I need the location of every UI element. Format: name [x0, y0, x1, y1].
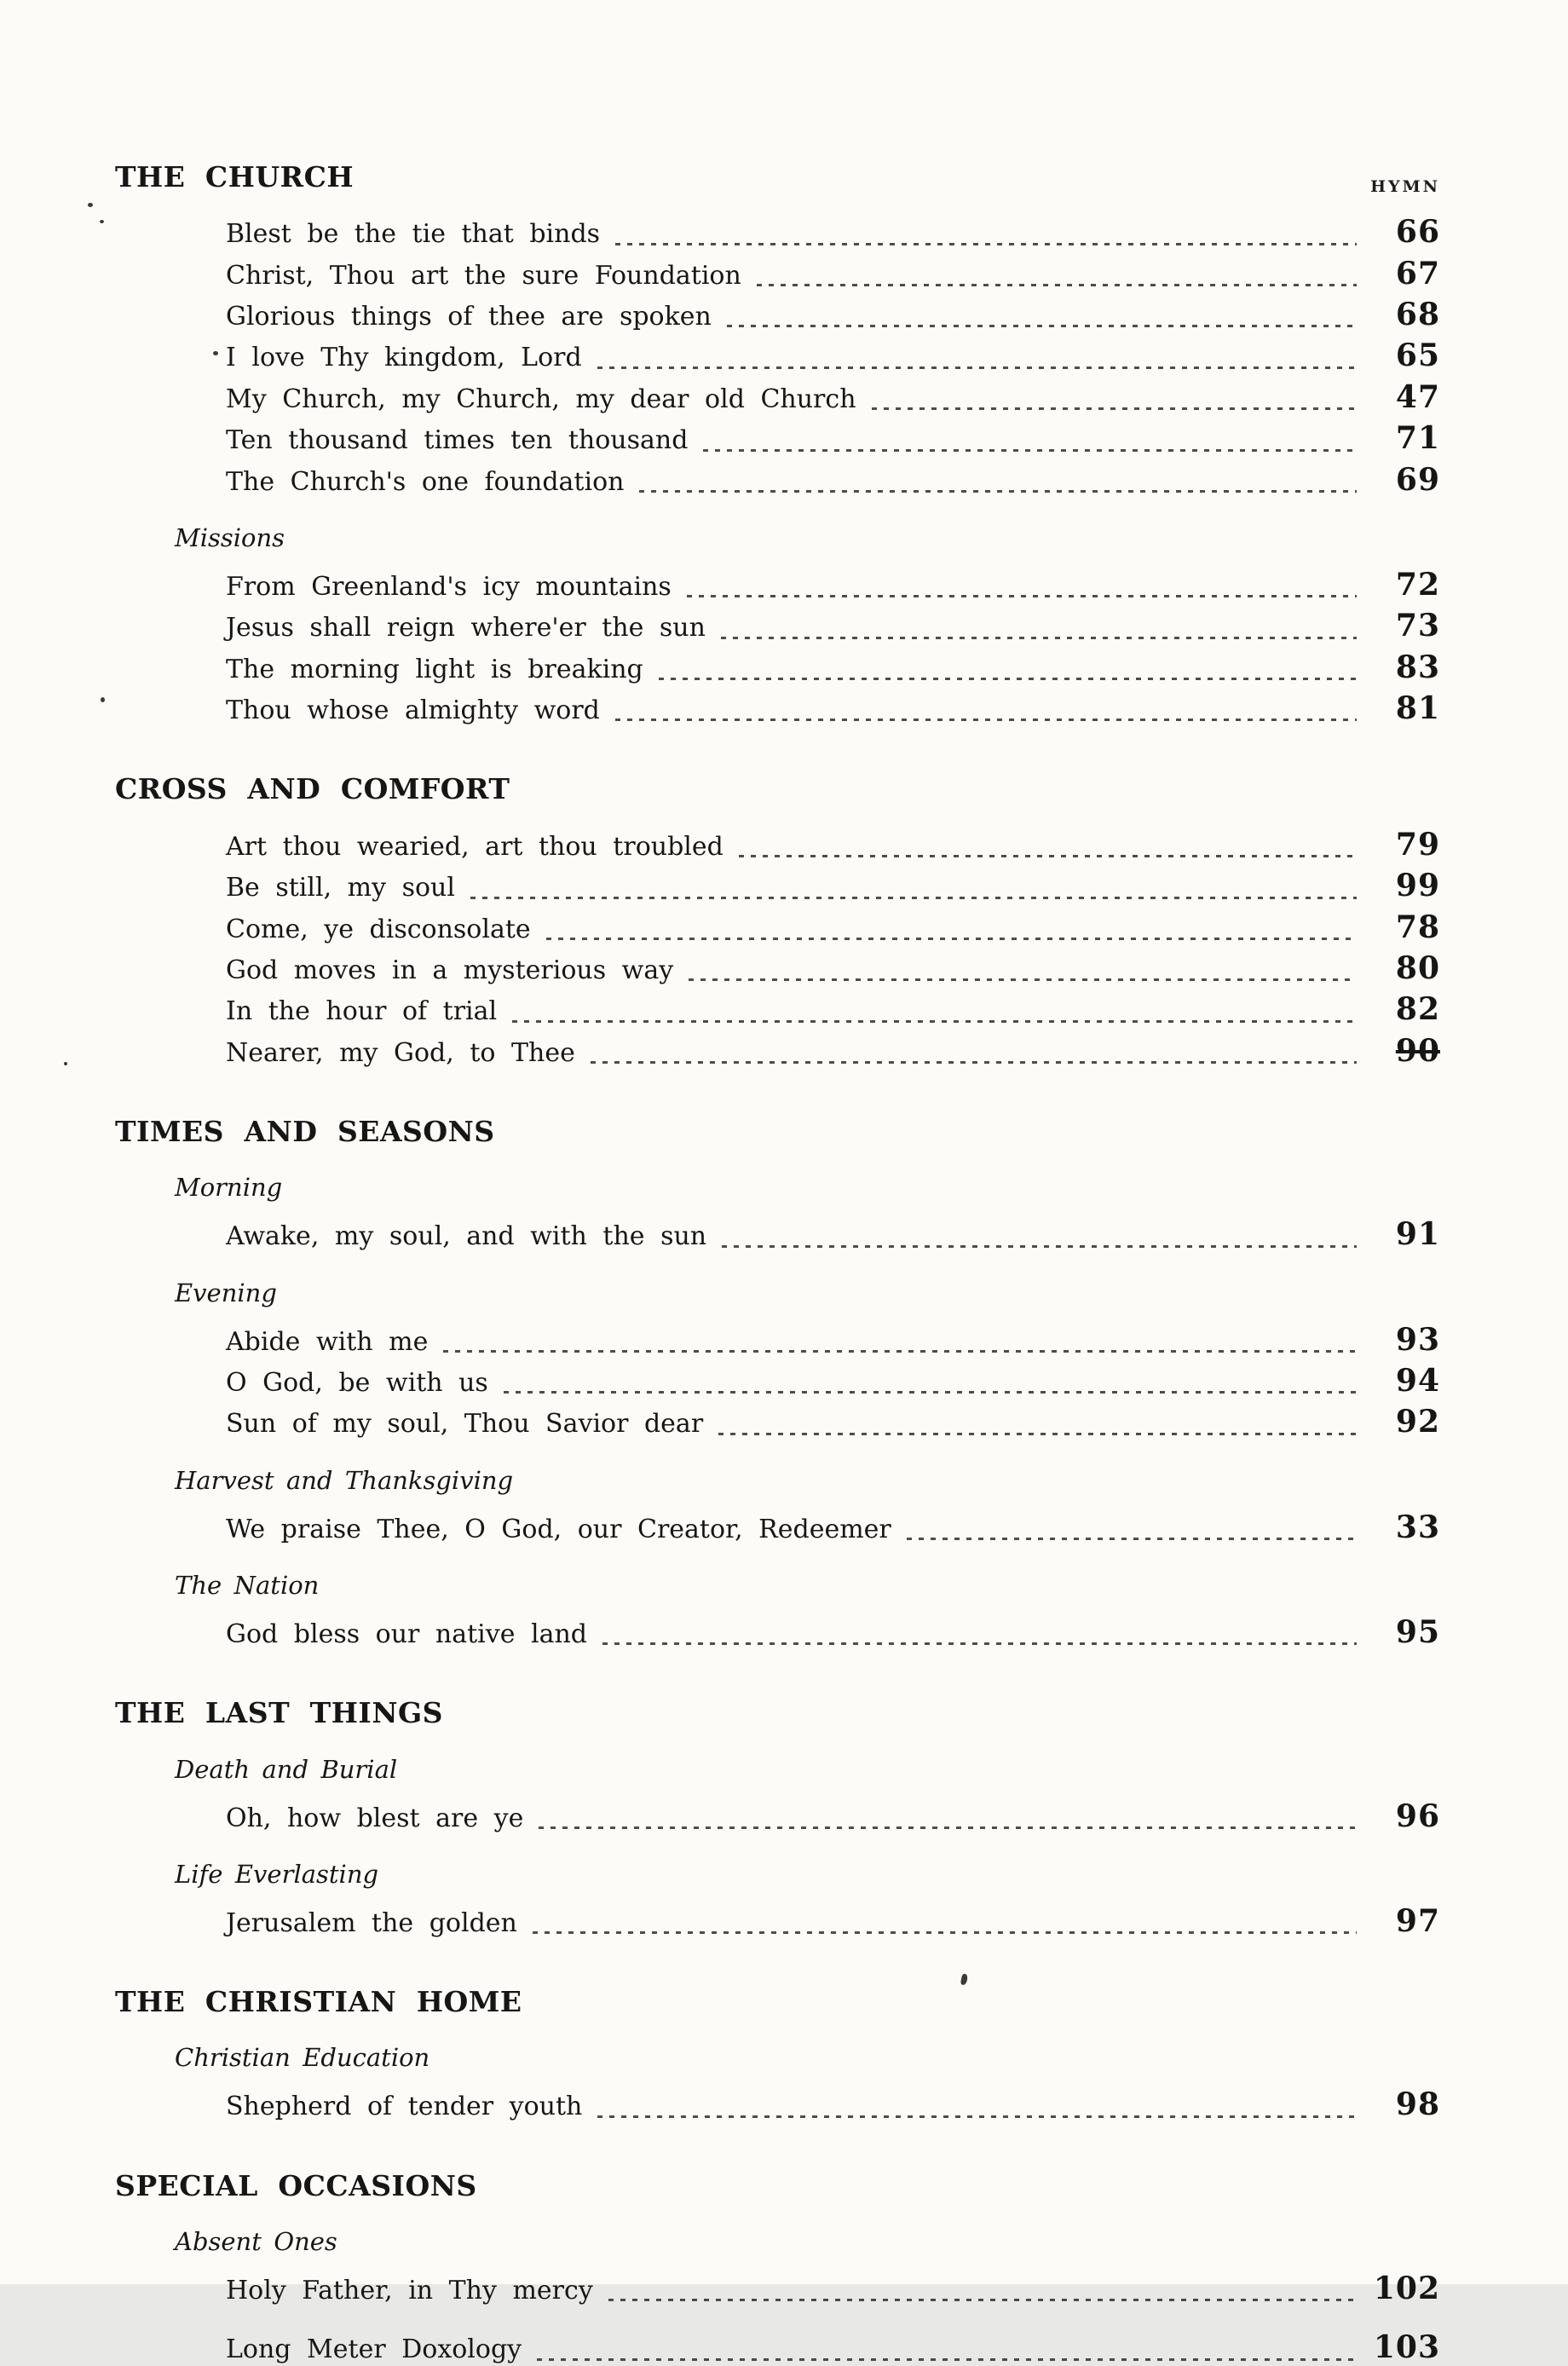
hymn-title: O God, be with us [226, 1367, 488, 1398]
hymn-title: Jesus shall reign where'er the sun [226, 613, 706, 643]
hymn-entry [226, 2087, 1440, 2122]
hymn-number: 79 [1395, 826, 1440, 863]
index-section [115, 774, 1440, 1069]
hymn-title: Shepherd of tender youth [226, 2092, 583, 2122]
hymn-entry [226, 568, 1440, 603]
hymn-title: In the hour of trial [226, 996, 498, 1027]
hymn-entry [226, 1034, 1440, 1069]
dotted-leader [639, 490, 1357, 493]
hymn-entry [226, 992, 1440, 1027]
dotted-leader [597, 2115, 1357, 2118]
dotted-leader [615, 243, 1357, 245]
hymn-title: Awake, my soul, and with the sun [226, 1221, 707, 1252]
index-section [115, 1698, 1440, 1939]
hymn-entry [226, 609, 1440, 643]
ink-speck [213, 351, 218, 355]
hymn-title: Sun of my soul, Thou Savior dear [226, 1409, 704, 1440]
hymn-number: 98 [1395, 2086, 1440, 2123]
hymn-number: 65 [1395, 338, 1440, 374]
hymn-title: Ten thousand times ten thousand [226, 425, 689, 456]
entry-list [226, 2271, 1440, 2306]
hymn-entry [226, 2330, 1440, 2365]
hymn-title: Christ, Thou art the sure Foundation [226, 260, 741, 291]
hymn-title: Jerusalem the golden [226, 1907, 517, 1938]
hymn-entry [226, 338, 1440, 373]
dotted-leader [443, 1350, 1357, 1353]
hymn-entry [226, 868, 1440, 903]
section-heading: THE CHRISTIAN HOME [115, 1985, 522, 2019]
entry-list [226, 1510, 1440, 1545]
dotted-leader [504, 1391, 1357, 1394]
hymn-number: 72 [1395, 566, 1440, 603]
hymn-number: 90 [1395, 1032, 1440, 1069]
hymn-number: 103 [1373, 2329, 1440, 2366]
index-group [115, 2229, 1440, 2306]
entry-list [226, 2087, 1440, 2122]
hymn-number: 96 [1395, 1798, 1440, 1834]
hymn-number: 83 [1395, 649, 1440, 685]
dotted-leader [689, 978, 1357, 981]
hymn-number: 71 [1395, 420, 1440, 457]
entry-list [226, 1217, 1440, 1252]
hymn-entry [226, 297, 1440, 332]
section-heading: THE CHURCH [115, 160, 355, 193]
index-group [115, 1465, 1440, 1545]
dotted-leader [739, 855, 1357, 857]
hymn-number: 97 [1395, 1902, 1440, 1939]
hymn-number: 82 [1395, 991, 1440, 1028]
entry-list [226, 2330, 1440, 2365]
hymn-number: 93 [1395, 1321, 1440, 1358]
index-section [115, 2168, 1440, 2366]
dotted-leader [537, 2358, 1357, 2361]
dotted-leader [539, 1826, 1357, 1829]
hymn-entry [226, 257, 1440, 291]
dotted-leader [757, 284, 1357, 286]
dotted-leader [722, 1245, 1357, 1248]
hymn-number: 94 [1395, 1362, 1440, 1399]
hymn-entry [226, 1217, 1440, 1252]
hymn-entry [226, 380, 1440, 415]
ink-speck [88, 203, 93, 207]
hymn-number: 81 [1395, 690, 1440, 727]
hymn-number: 68 [1395, 297, 1440, 333]
subsection-heading: Morning [175, 1173, 283, 1203]
index-group [115, 1280, 1440, 1440]
hymn-number: 47 [1395, 378, 1440, 415]
dotted-leader [721, 637, 1357, 639]
hymn-title: God bless our native land [226, 1619, 588, 1649]
index-group [115, 1573, 1440, 1650]
dotted-leader [597, 366, 1357, 369]
dotted-leader [470, 897, 1357, 899]
hymn-title: Come, ye disconsolate [226, 914, 531, 944]
hymn-title: Nearer, my God, to Thee [226, 1037, 575, 1068]
dotted-leader [615, 718, 1357, 721]
entry-list [226, 215, 1440, 498]
subsection-heading: Missions [175, 523, 285, 553]
entry-list [226, 568, 1440, 727]
hymn-entry [226, 1799, 1440, 1834]
subsection-heading: Life Everlasting [175, 1859, 379, 1889]
dotted-leader [602, 1642, 1357, 1645]
entry-list [226, 1904, 1440, 1939]
hymn-number: 80 [1395, 949, 1440, 986]
section-heading: CROSS AND COMFORT [115, 772, 510, 806]
dotted-leader [591, 1061, 1357, 1064]
hymn-entry [226, 1405, 1440, 1440]
hymn-column-header: HYMN [1370, 177, 1440, 196]
hymn-entry [226, 2271, 1440, 2306]
hymn-title: From Greenland's icy mountains [226, 571, 672, 602]
dotted-leader [546, 938, 1357, 940]
entry-list [226, 828, 1440, 1069]
dotted-leader [608, 2299, 1357, 2301]
index-section [115, 162, 1440, 726]
hymn-entry [226, 1364, 1440, 1399]
subsection-heading: Harvest and Thanksgiving [175, 1465, 514, 1495]
hymn-number: 102 [1373, 2270, 1440, 2306]
dotted-leader [718, 1433, 1357, 1435]
hymn-number: 69 [1395, 461, 1440, 498]
index-group [115, 1174, 1440, 1252]
hymn-number: 91 [1395, 1216, 1440, 1253]
index-group [115, 828, 1440, 1069]
index-group [115, 2330, 1440, 2365]
section-heading: TIMES AND SEASONS [115, 1115, 495, 1149]
hymn-entry [226, 1615, 1440, 1650]
hymn-title: Holy Father, in Thy mercy [226, 2275, 593, 2305]
dotted-leader [703, 449, 1357, 452]
hymn-title: Glorious things of thee are spoken [226, 302, 712, 332]
index-group [115, 1754, 1440, 1834]
dotted-leader [907, 1538, 1357, 1540]
hymn-entry [226, 1323, 1440, 1358]
hymn-title: Be still, my soul [226, 873, 455, 903]
hymn-entry [226, 215, 1440, 250]
entry-list [226, 1323, 1440, 1440]
hymn-number: 99 [1395, 868, 1440, 904]
subsection-heading: The Nation [175, 1571, 320, 1601]
hymn-number: 78 [1395, 909, 1440, 945]
hymn-title: Oh, how blest are ye [226, 1803, 524, 1833]
hymn-number: 73 [1395, 608, 1440, 644]
hymn-title: The Church's one foundation [226, 466, 625, 497]
hymn-entry [226, 421, 1440, 456]
index-section [115, 1117, 1440, 1650]
hymn-number: 66 [1395, 214, 1440, 251]
subsection-heading: Christian Education [175, 2043, 430, 2073]
hymn-title: We praise Thee, O God, our Creator, Redeemer [226, 1514, 891, 1544]
dotted-leader [727, 325, 1357, 327]
hymn-title: Art thou wearied, art thou troubled [226, 831, 723, 862]
hymn-entry [226, 650, 1440, 685]
subsection-heading: Death and Burial [175, 1754, 398, 1784]
hymn-entry [226, 828, 1440, 863]
dotted-leader [512, 1020, 1357, 1023]
ink-speck [64, 1062, 67, 1065]
hymn-entry [226, 1510, 1440, 1545]
index-group [115, 2045, 1440, 2122]
dotted-leader [687, 595, 1357, 597]
hymn-entry [226, 1904, 1440, 1939]
section-heading: SPECIAL OCCASIONS [115, 2168, 477, 2202]
hymn-entry [226, 691, 1440, 726]
index-group [115, 1861, 1440, 1939]
hymn-title: I love Thy kingdom, Lord [226, 343, 582, 373]
hymn-title: My Church, my Church, my dear old Church [226, 384, 856, 414]
subsection-heading: Evening [175, 1278, 277, 1307]
dotted-leader [533, 1931, 1357, 1934]
index-group [115, 525, 1440, 726]
hymn-title: Thou whose almighty word [226, 695, 600, 726]
hymn-title: God moves in a mysterious way [226, 955, 674, 985]
hymn-title: Blest be the tie that binds [226, 219, 601, 250]
hymn-number: 95 [1395, 1613, 1440, 1650]
dotted-leader [872, 407, 1357, 410]
entry-list [226, 1615, 1440, 1650]
index-section [115, 1987, 1440, 2123]
hymn-number: 33 [1395, 1509, 1440, 1545]
ink-speck [101, 697, 105, 702]
hymn-index [115, 162, 1440, 2366]
hymn-title: The morning light is breaking [226, 654, 643, 684]
hymn-number: 67 [1395, 255, 1440, 291]
index-group [115, 215, 1440, 498]
hymn-entry [226, 910, 1440, 945]
hymn-entry [226, 951, 1440, 986]
subsection-heading: Absent Ones [175, 2227, 337, 2257]
hymn-number: 92 [1395, 1404, 1440, 1440]
section-heading: THE LAST THINGS [115, 1696, 444, 1730]
hymn-title: Abide with me [226, 1326, 429, 1357]
hymn-title: Long Meter Doxology [226, 2334, 522, 2365]
entry-list [226, 1799, 1440, 1834]
ink-speck [100, 220, 104, 223]
dotted-leader [659, 678, 1357, 680]
hymn-entry [226, 463, 1440, 498]
